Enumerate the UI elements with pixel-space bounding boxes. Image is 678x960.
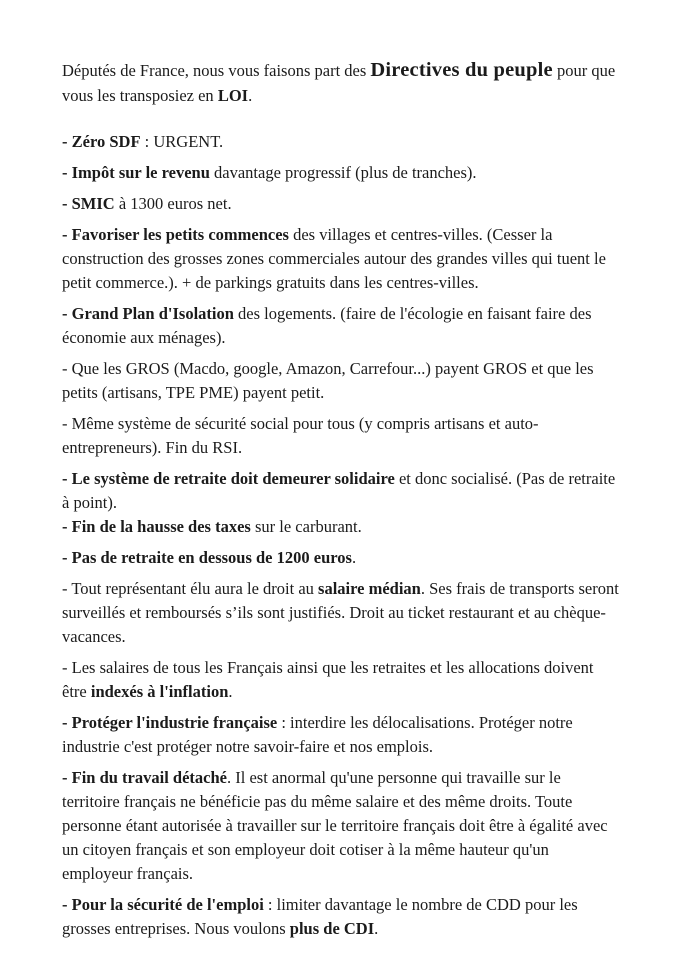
body-text: des logements. (faire de l'écologie en faisant faire des économie aux ménages). <box>62 304 592 347</box>
directive-item <box>62 223 619 295</box>
directive-item <box>62 412 619 460</box>
emphasis-text: Directives du peuple <box>370 59 553 81</box>
emphasis-text: - Le système de retraite doit demeurer solidaire <box>62 469 395 488</box>
intro-paragraph <box>62 58 619 108</box>
body-text: davantage progressif (plus de tranches). <box>209 163 477 182</box>
directive-item <box>62 302 619 350</box>
directive-item <box>62 766 619 886</box>
directive-item <box>62 357 619 405</box>
body-text: . Il est anormal qu'une personne qui travaille sur le territoire français ne bénéficie pas du même salaire et des même droits. Toute personne étant autorisée à travailler sur le territoire français doit être à égalité avec un citoyen français et son employeur doit cotiser à la même hauteur qu'un employeur français. <box>62 768 608 883</box>
emphasis-text: - Pour la sécurité de l'emploi <box>62 895 264 914</box>
emphasis-text: - Pas de retraite en dessous de 1200 euros <box>62 548 352 567</box>
directive-item <box>62 467 619 515</box>
emphasis-text: - Fin du travail détaché <box>62 768 227 787</box>
body-text: - Tout représentant élu aura le droit au <box>62 579 319 598</box>
body-text: sur le carburant. <box>250 517 362 536</box>
directive-item <box>62 161 619 185</box>
emphasis-text: LOI <box>217 86 249 105</box>
body-text: : limiter davantage le nombre de CDD pour les grosses entreprises. Nous voulons <box>62 895 578 938</box>
emphasis-text: - Impôt sur le revenu <box>62 163 210 182</box>
emphasis-text: - SMIC <box>62 194 115 213</box>
directive-item <box>62 192 619 216</box>
body-text: . <box>351 548 357 567</box>
body-text: . <box>374 919 379 938</box>
body-text: : interdire les délocalisations. Protéger notre industrie c'est protéger notre savoir-faire et nos emplois. <box>62 713 573 756</box>
directives-list <box>62 130 619 941</box>
body-text: - Les salaires de tous les Français ainsi que les retraites et les allocations doivent être <box>62 658 594 701</box>
emphasis-text: - Protéger l'industrie française <box>62 713 278 732</box>
emphasis-text: salaire médian <box>318 579 421 598</box>
body-text: . <box>228 682 233 701</box>
directive-item <box>62 577 619 649</box>
body-text: à 1300 euros net. <box>114 194 232 213</box>
directive-item <box>62 546 619 570</box>
body-text: - Même système de sécurité social pour tous (y compris artisans et auto-entrepreneurs). Fin du RSI. <box>62 414 539 457</box>
emphasis-text: - Zéro SDF <box>62 132 141 151</box>
emphasis-text: indexés à l'inflation <box>90 682 229 701</box>
directive-item <box>62 515 619 539</box>
body-text: - Que les GROS (Macdo, google, Amazon, Carrefour...) payent GROS et que les petits (artisans, TPE PME) payent petit. <box>62 359 594 402</box>
emphasis-text: - Fin de la hausse des taxes <box>62 517 251 536</box>
body-text: pour que vous les transposiez en <box>62 61 616 105</box>
body-text: . Ses frais de transports seront surveillés et remboursés s’ils sont justifiés. Droit au ticket restaurant et au chèque-vacances. <box>62 579 619 646</box>
directive-item <box>62 711 619 759</box>
emphasis-text: - Grand Plan d'Isolation <box>62 304 234 323</box>
body-text: et donc socialisé. (Pas de retraite à point). <box>62 469 616 512</box>
body-text: : URGENT. <box>140 132 224 151</box>
directive-item <box>62 130 619 154</box>
body-text: des villages et centres-villes. (Cesser la construction des grosses zones commerciales autour des grandes villes qui tuent le petit commerce.). + de parkings gratuits dans les centres-villes. <box>62 225 606 292</box>
body-text: . <box>248 86 253 105</box>
emphasis-text: - Favoriser les petits commences <box>62 225 289 244</box>
directive-item <box>62 656 619 704</box>
emphasis-text: plus de CDI <box>289 919 375 938</box>
body-text: Députés de France, nous vous faisons part des <box>62 61 371 80</box>
directive-item <box>62 893 619 941</box>
